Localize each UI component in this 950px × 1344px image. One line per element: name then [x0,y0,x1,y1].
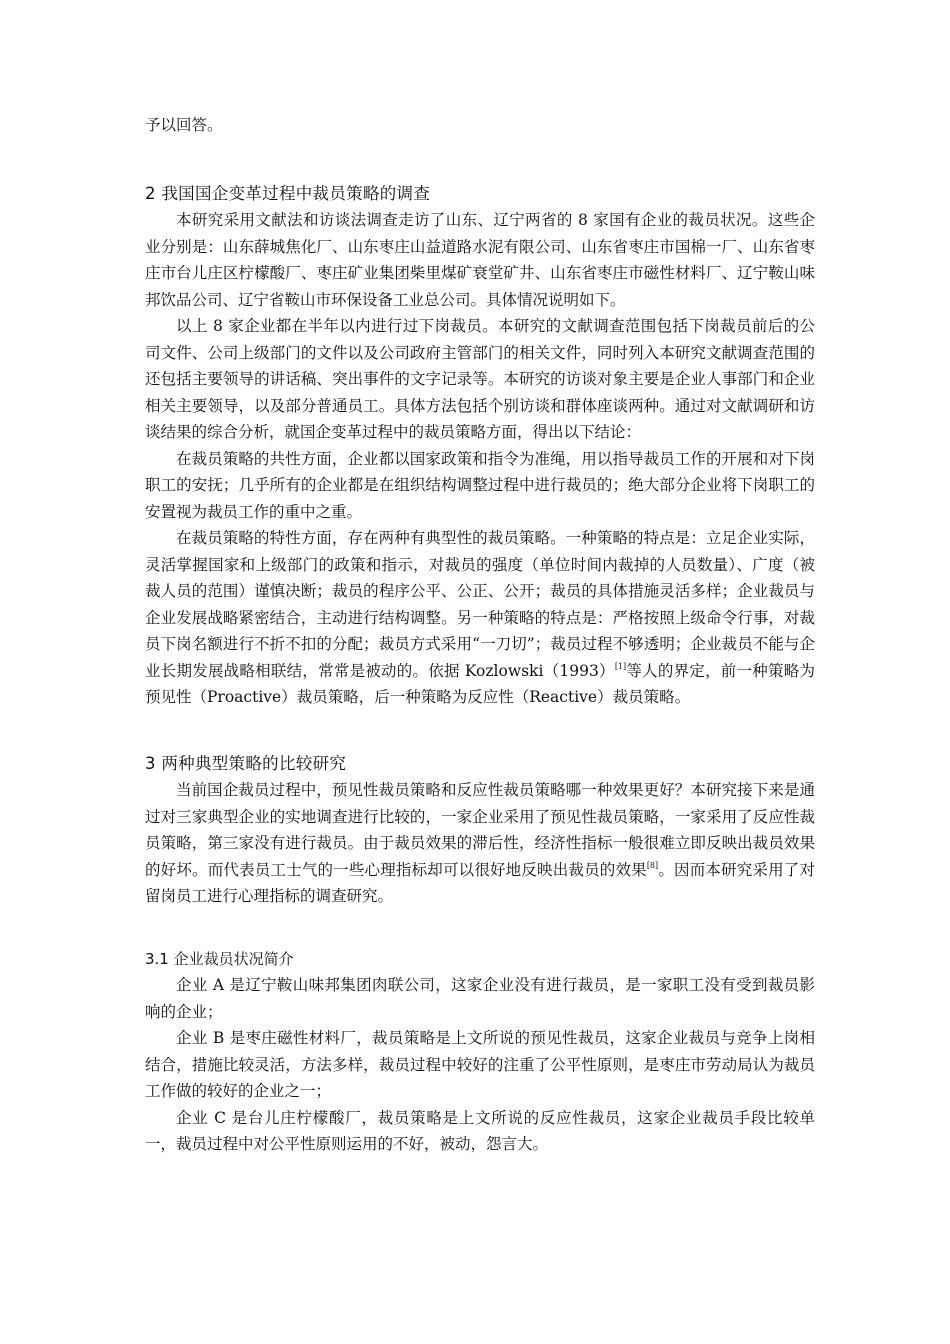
enterprise-b-paragraph: 企业 B 是枣庄磁性材料厂，裁员策略是上文所说的预见性裁员，这家企业裁员与竞争上岗相结合，措施比较灵活，方法多样，裁员过程中较好的注重了公平性原则，是枣庄市劳动局认为裁员工作做的较好的企业之一； [145,1029,815,1100]
citation-ref-1: [1] [614,661,627,671]
section-2-paragraph-4 [145,525,815,711]
document-page [145,112,815,1158]
section-2-paragraph-4-main: 在裁员策略的特性方面，存在两种有典型性的裁员策略。一种策略的特点是：立足企业实际，灵活掌握国家和上级部门的政策和指示，对裁员的强度（单位时间内裁掉的人员数量）、广度（被裁人员的范围）谨慎决断；裁员的程序公平、公正、公开；裁员的具体措施灵活多样；企业裁员与企业发展战略紧密结合，主动进行结构调整。另一种策略的特点是：严格按照上级命令行事，对裁员下岗名额进行不折不扣的分配；裁员方式采用“一刀切”；裁员过程不够透明；企业裁员不能与企业长期发展战略相联结，常常是被动的。依据 Kozlowski（1993） [145,529,815,680]
section-3-1-heading: 3.1 企业裁员状况简介 [145,949,294,968]
enterprise-c-paragraph: 企业 C 是台儿庄柠檬酸厂，裁员策略是上文所说的反应性裁员，这家企业裁员手段比较单一，裁员过程中对公平性原则运用的不好，被动，怨言大。 [145,1108,815,1153]
section-3-paragraph-1 [145,777,815,910]
section-3-paragraph-1-main: 当前国企裁员过程中，预见性裁员策略和反应性裁员策略哪一种效果更好？本研究接下来是通过对三家典型企业的实地调查进行比较的，一家企业采用了预见性裁员策略，一家采用了反应性裁员策略，第三家没有进行裁员。由于裁员效果的滞后性，经济性指标一般很难立即反映出裁员效果的好坏。而代表员工士气的一些心理指标却可以很好地反映出裁员的效果 [145,781,815,879]
section-2-paragraph-2: 以上 8 家企业都在半年以内进行过下岗裁员。本研究的文献调查范围包括下岗裁员前后的公司文件、公司上级部门的文件以及公司政府主管部门的相关文件，同时列入本研究文献调查范围的还包括主要领导的讲话稿、突出事件的文字记录等。本研究的访谈对象主要是企业人事部门和企业相关主要领导，以及部分普通员工。具体方法包括个别访谈和群体座谈两种。通过对文献调研和访谈结果的综合分析，就国企变革过程中的裁员策略方面，得出以下结论： [145,317,815,441]
enterprise-a-paragraph: 企业 A 是辽宁鞍山味邦集团肉联公司，这家企业没有进行裁员，是一家职工没有受到裁员影响的企业； [145,976,815,1021]
intro-tail-text: 予以回答。 [145,116,223,134]
section-2-paragraph-1: 本研究采用文献法和访谈法调查走访了山东、辽宁两省的 8 家国有企业的裁员状况。这些企业分别是：山东薛城焦化厂、山东枣庄山益道路水泥有限公司、山东省枣庄市国棉一厂、山东省枣庄市台儿庄区柠檬酸厂、枣庄矿业集团柴里煤矿衰堂矿井、山东省枣庄市磁性材料厂、辽宁鞍山味邦饮品公司、辽宁省鞍山市环保设备工业总公司。具体情况说明如下。 [145,211,815,309]
section-3-paragraph-1-tail: 。因而本研究采用了对留岗员工进行心理指标的调查研究。 [145,860,815,905]
section-2-paragraph-3: 在裁员策略的共性方面，企业都以国家政策和指令为准绳，用以指导裁员工作的开展和对下岗职工的安抚；几乎所有的企业都是在组织结构调整过程中进行裁员的；绝大部分企业将下岗职工的安置视为裁员工作的重中之重。 [145,449,815,521]
spacer [145,711,815,751]
section-2-heading: 2 我国国企变革过程中裁员策略的调查 [145,183,431,203]
spacer [145,139,815,181]
spacer [145,910,815,946]
section-3-heading: 3 两种典型策略的比较研究 [145,753,347,773]
section-2-paragraph-4-tail: 等人的界定，前一种策略为预见性（Proactive）裁员策略，后一种策略为反应性（Reactive）裁员策略。 [145,661,815,706]
citation-ref-8: [8] [646,860,659,870]
